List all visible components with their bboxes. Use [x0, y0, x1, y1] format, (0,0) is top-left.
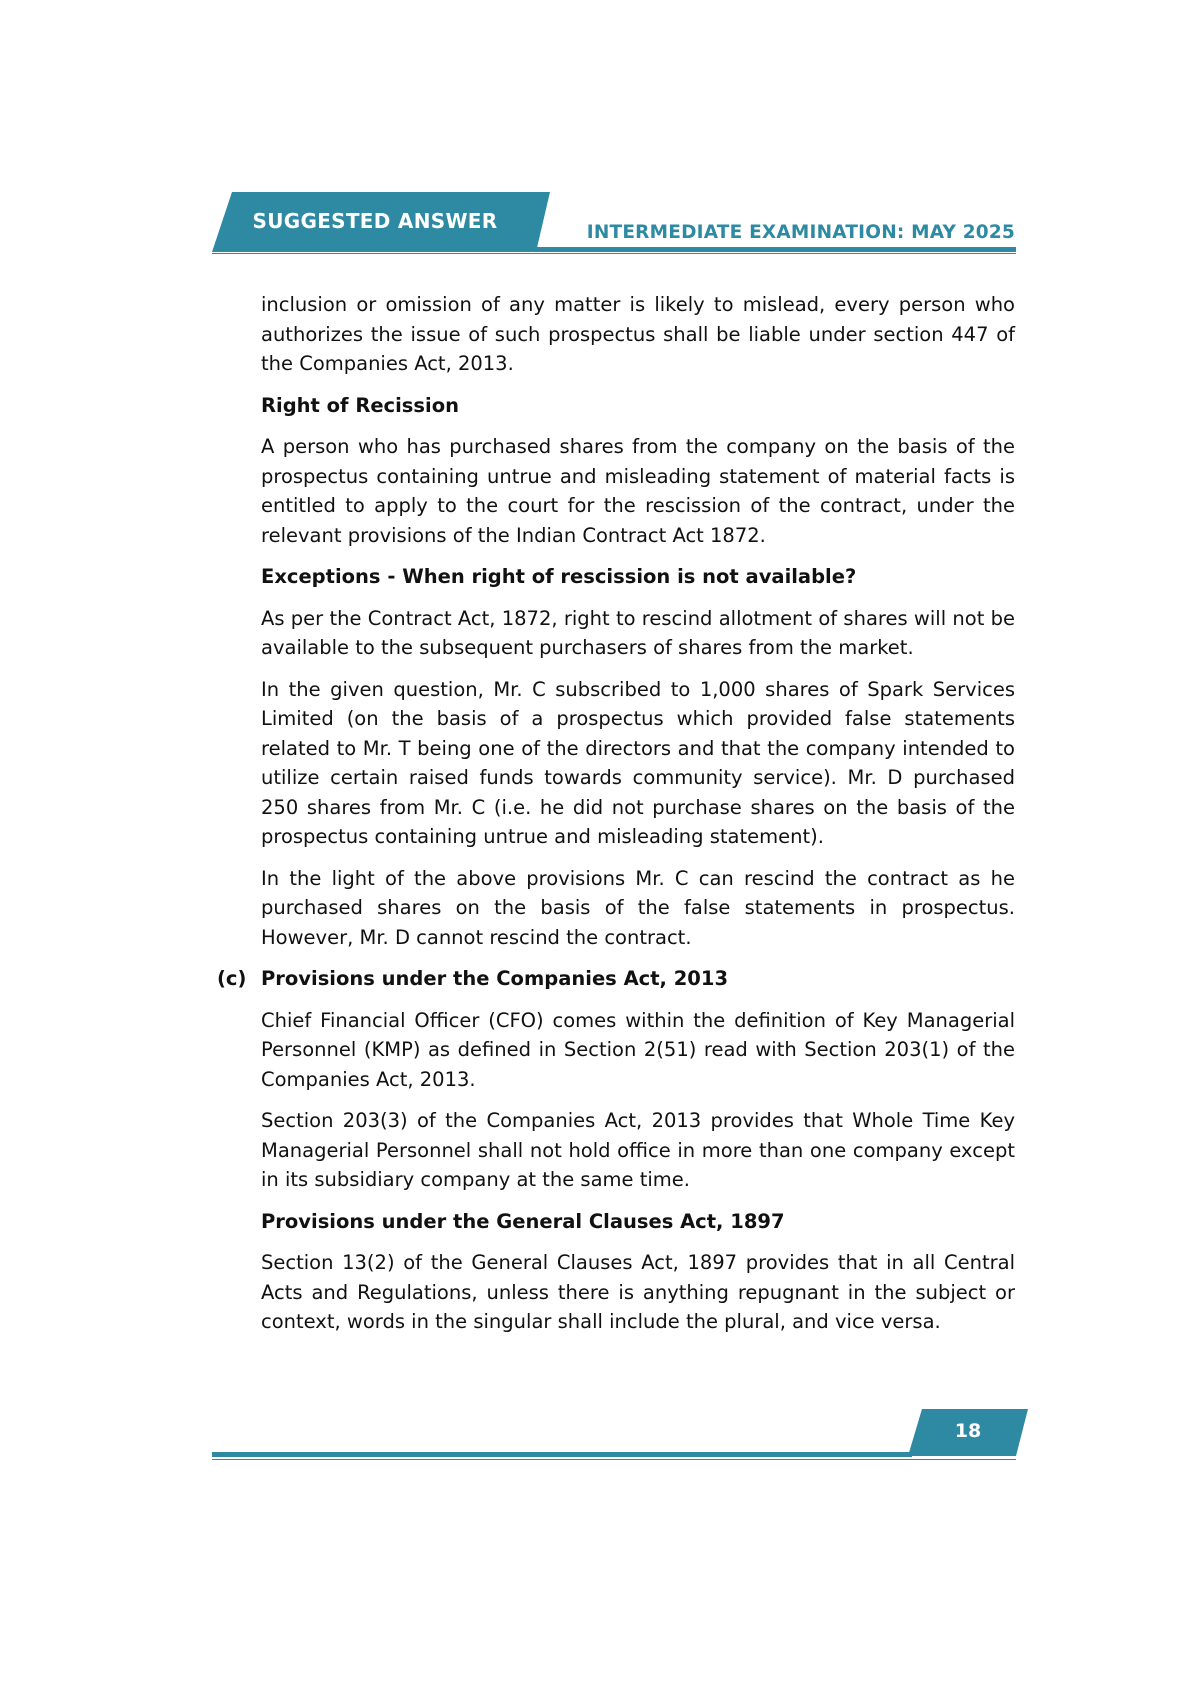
- section-13-paragraph: Section 13(2) of the General Clauses Act, 1897 provides that in all Central Acts and Regulations, unless there is anything repugnant in the subject or context, words in the singular shall include the plural, and vice versa.: [261, 1251, 1015, 1333]
- header-rule-thin: [212, 253, 1016, 254]
- intro-paragraph: inclusion or omission of any matter is likely to mislead, every person who authorizes the issue of such prospectus shall be liable under section 447 of the Companies Act, 2013.: [261, 293, 1015, 375]
- page-number: 18: [954, 1420, 982, 1442]
- footer-rule-thin: [212, 1459, 1016, 1460]
- conclusion-paragraph: In the light of the above provisions Mr. C can rescind the contract as he purchased shares on the basis of the false statements in prospectus. However, Mr. D cannot rescind the contract.: [261, 866, 1015, 949]
- heading-right-of-recission: Right of Recission: [261, 393, 459, 417]
- given-question-paragraph: In the given question, Mr. C subscribed to 1,000 shares of Spark Services Limited (on the basis of a prospectus which provided false statements related to Mr. T being one of the directors and that the company intended to utilize certain raised funds towards community service). Mr. D purchased 250 shares from Mr. C (i.e. he did not purchase shares on the basis of the prospectus containing untrue and misleading statement).: [261, 677, 1015, 848]
- footer-rule-thick: [212, 1452, 912, 1457]
- heading-general-clauses-act: Provisions under the General Clauses Act, 1897: [261, 1209, 785, 1233]
- cfo-paragraph: Chief Financial Officer (CFO) comes within the definition of Key Managerial Personnel (KMP) as defined in Section 2(51) read with Section 203(1) of the Companies Act, 2013.: [261, 1008, 1015, 1091]
- recission-paragraph: A person who has purchased shares from the company on the basis of the prospectus containing untrue and misleading statement of material facts is entitled to apply to the court for the rescission of the contract, under the relevant provisions of the Indian Contract Act 1872.: [261, 435, 1015, 547]
- page-content: [217, 290, 1015, 1349]
- exceptions-paragraph: As per the Contract Act, 1872, right to rescind allotment of shares will not be available to the subsequent purchasers of shares from the market.: [261, 606, 1015, 659]
- section-203-paragraph: Section 203(3) of the Companies Act, 2013 provides that Whole Time Key Managerial Personnel shall not hold office in more than one company except in its subsidiary company at the same time.: [261, 1109, 1015, 1191]
- heading-companies-act: Provisions under the Companies Act, 2013: [261, 967, 729, 990]
- suggested-answer-label: SUGGESTED ANSWER: [252, 209, 498, 233]
- exam-title: INTERMEDIATE EXAMINATION: MAY 2025: [586, 222, 1015, 243]
- heading-exceptions: Exceptions - When right of rescission is not available?: [261, 565, 857, 588]
- header-rule-thick: [536, 247, 1016, 252]
- section-c-heading: [217, 964, 1015, 994]
- section-c-label: (c): [217, 967, 247, 990]
